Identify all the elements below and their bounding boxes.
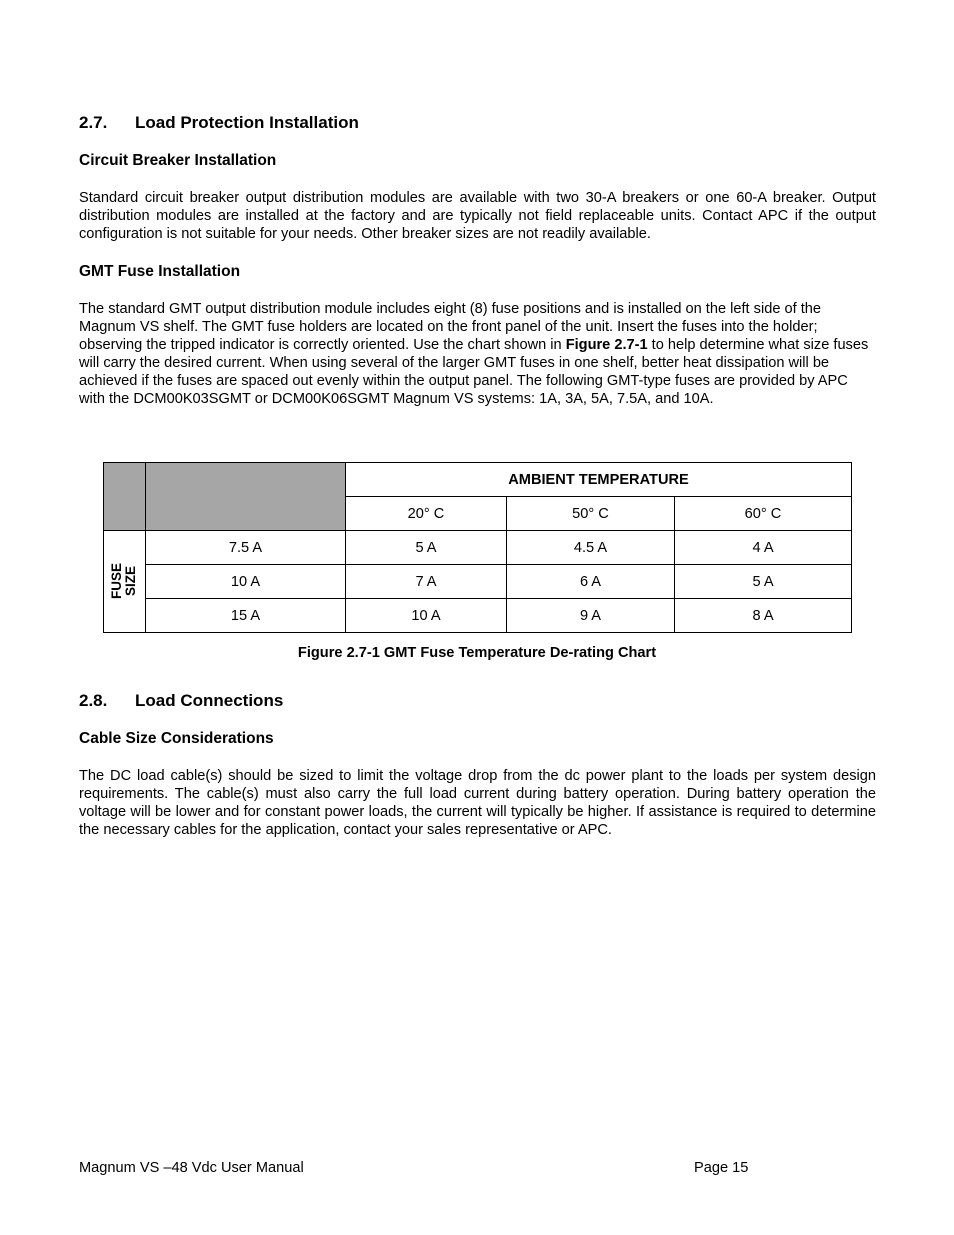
section-heading-load-protection <box>79 113 359 133</box>
fuse-rating-cell: 7.5 A <box>146 531 346 565</box>
figure-caption: Figure 2.7-1 GMT Fuse Temperature De-rating Chart <box>297 645 657 661</box>
derated-value-cell: 8 A <box>675 599 852 633</box>
ambient-temperature-header: AMBIENT TEMPERATURE <box>346 463 852 497</box>
derated-value-cell: 4.5 A <box>507 531 675 565</box>
derated-value-cell: 7 A <box>346 565 507 599</box>
temp-col-header: 20° C <box>346 497 507 531</box>
derated-value-cell: 6 A <box>507 565 675 599</box>
footer-manual-title: Magnum VS –48 Vdc User Manual <box>79 1160 304 1176</box>
gmt-text-before: The standard GMT output distribution module includes eight (8) fuse positions and is installed on the left side of the Magnum VS shelf. The GMT fuse holders are located on the front panel of the unit. Insert the fuses into the holder; observing the tripped indicator is correctly oriented. Use the chart shown in <box>79 301 822 353</box>
temp-col-header: 50° C <box>507 497 675 531</box>
derated-value-cell: 9 A <box>507 599 675 633</box>
header-corner-cell <box>104 463 146 531</box>
derated-value-cell: 5 A <box>346 531 507 565</box>
paragraph-circuit-breaker: Standard circuit breaker output distribution modules are available with two 30-A breakers or one 60-A breaker. Output distribution modules are installed at the factory and are typically not field replaceable units. Contact APC if the output configuration is not suitable for your needs. Other breaker sizes are not readily available. <box>79 190 876 242</box>
header-blank-cell <box>146 463 346 531</box>
paragraph-cable-size: The DC load cable(s) should be sized to limit the voltage drop from the dc power plant to the loads per system design requirements. The cable(s) must also carry the full load current during battery operation. During battery operation the voltage will be lower and for constant power loads, the current will typically be higher. If assistance is required to determine the necessary cables for the application, contact your sales representative or APC. <box>79 768 876 838</box>
temp-col-header: 60° C <box>675 497 852 531</box>
fuse-size-label-line2: SIZE <box>123 565 139 597</box>
fuse-rating-cell: 15 A <box>146 599 346 633</box>
derated-value-cell: 10 A <box>346 599 507 633</box>
section-number: 2.8. <box>79 691 108 710</box>
fuse-size-label-cell <box>104 531 146 633</box>
section-title: Load Protection Installation <box>135 113 359 132</box>
section-heading-load-connections <box>79 691 283 711</box>
fuse-size-label <box>110 563 138 599</box>
subheading-cable-size: Cable Size Considerations <box>79 730 274 747</box>
subheading-circuit-breaker: Circuit Breaker Installation <box>79 152 277 169</box>
section-title: Load Connections <box>135 691 284 710</box>
footer-page-number: Page 15 <box>694 1160 749 1176</box>
figure-reference: Figure 2.7-1 <box>565 337 648 353</box>
fuse-size-label-line1: FUSE <box>109 562 125 600</box>
table-row <box>104 531 852 565</box>
paragraph-gmt-fuse <box>79 300 876 408</box>
section-number: 2.7. <box>79 113 108 132</box>
subheading-gmt-fuse: GMT Fuse Installation <box>79 263 241 280</box>
table-row <box>104 599 852 633</box>
fuse-rating-cell: 10 A <box>146 565 346 599</box>
fuse-derating-table <box>103 462 852 633</box>
gmt-text-after: to help determine what size fuses will carry the desired current. When using several of the larger GMT fuses in one shelf, better heat dissipation will be achieved if the fuses are spaced out evenly within the output panel. The following GMT-type fuses are provided by APC with the DCM00K03SGMT or DCM00K06SGMT Magnum VS systems: 1A, 3A, 5A, 7.5A, and 10A. <box>79 337 869 407</box>
table-row <box>104 565 852 599</box>
derated-value-cell: 4 A <box>675 531 852 565</box>
derated-value-cell: 5 A <box>675 565 852 599</box>
